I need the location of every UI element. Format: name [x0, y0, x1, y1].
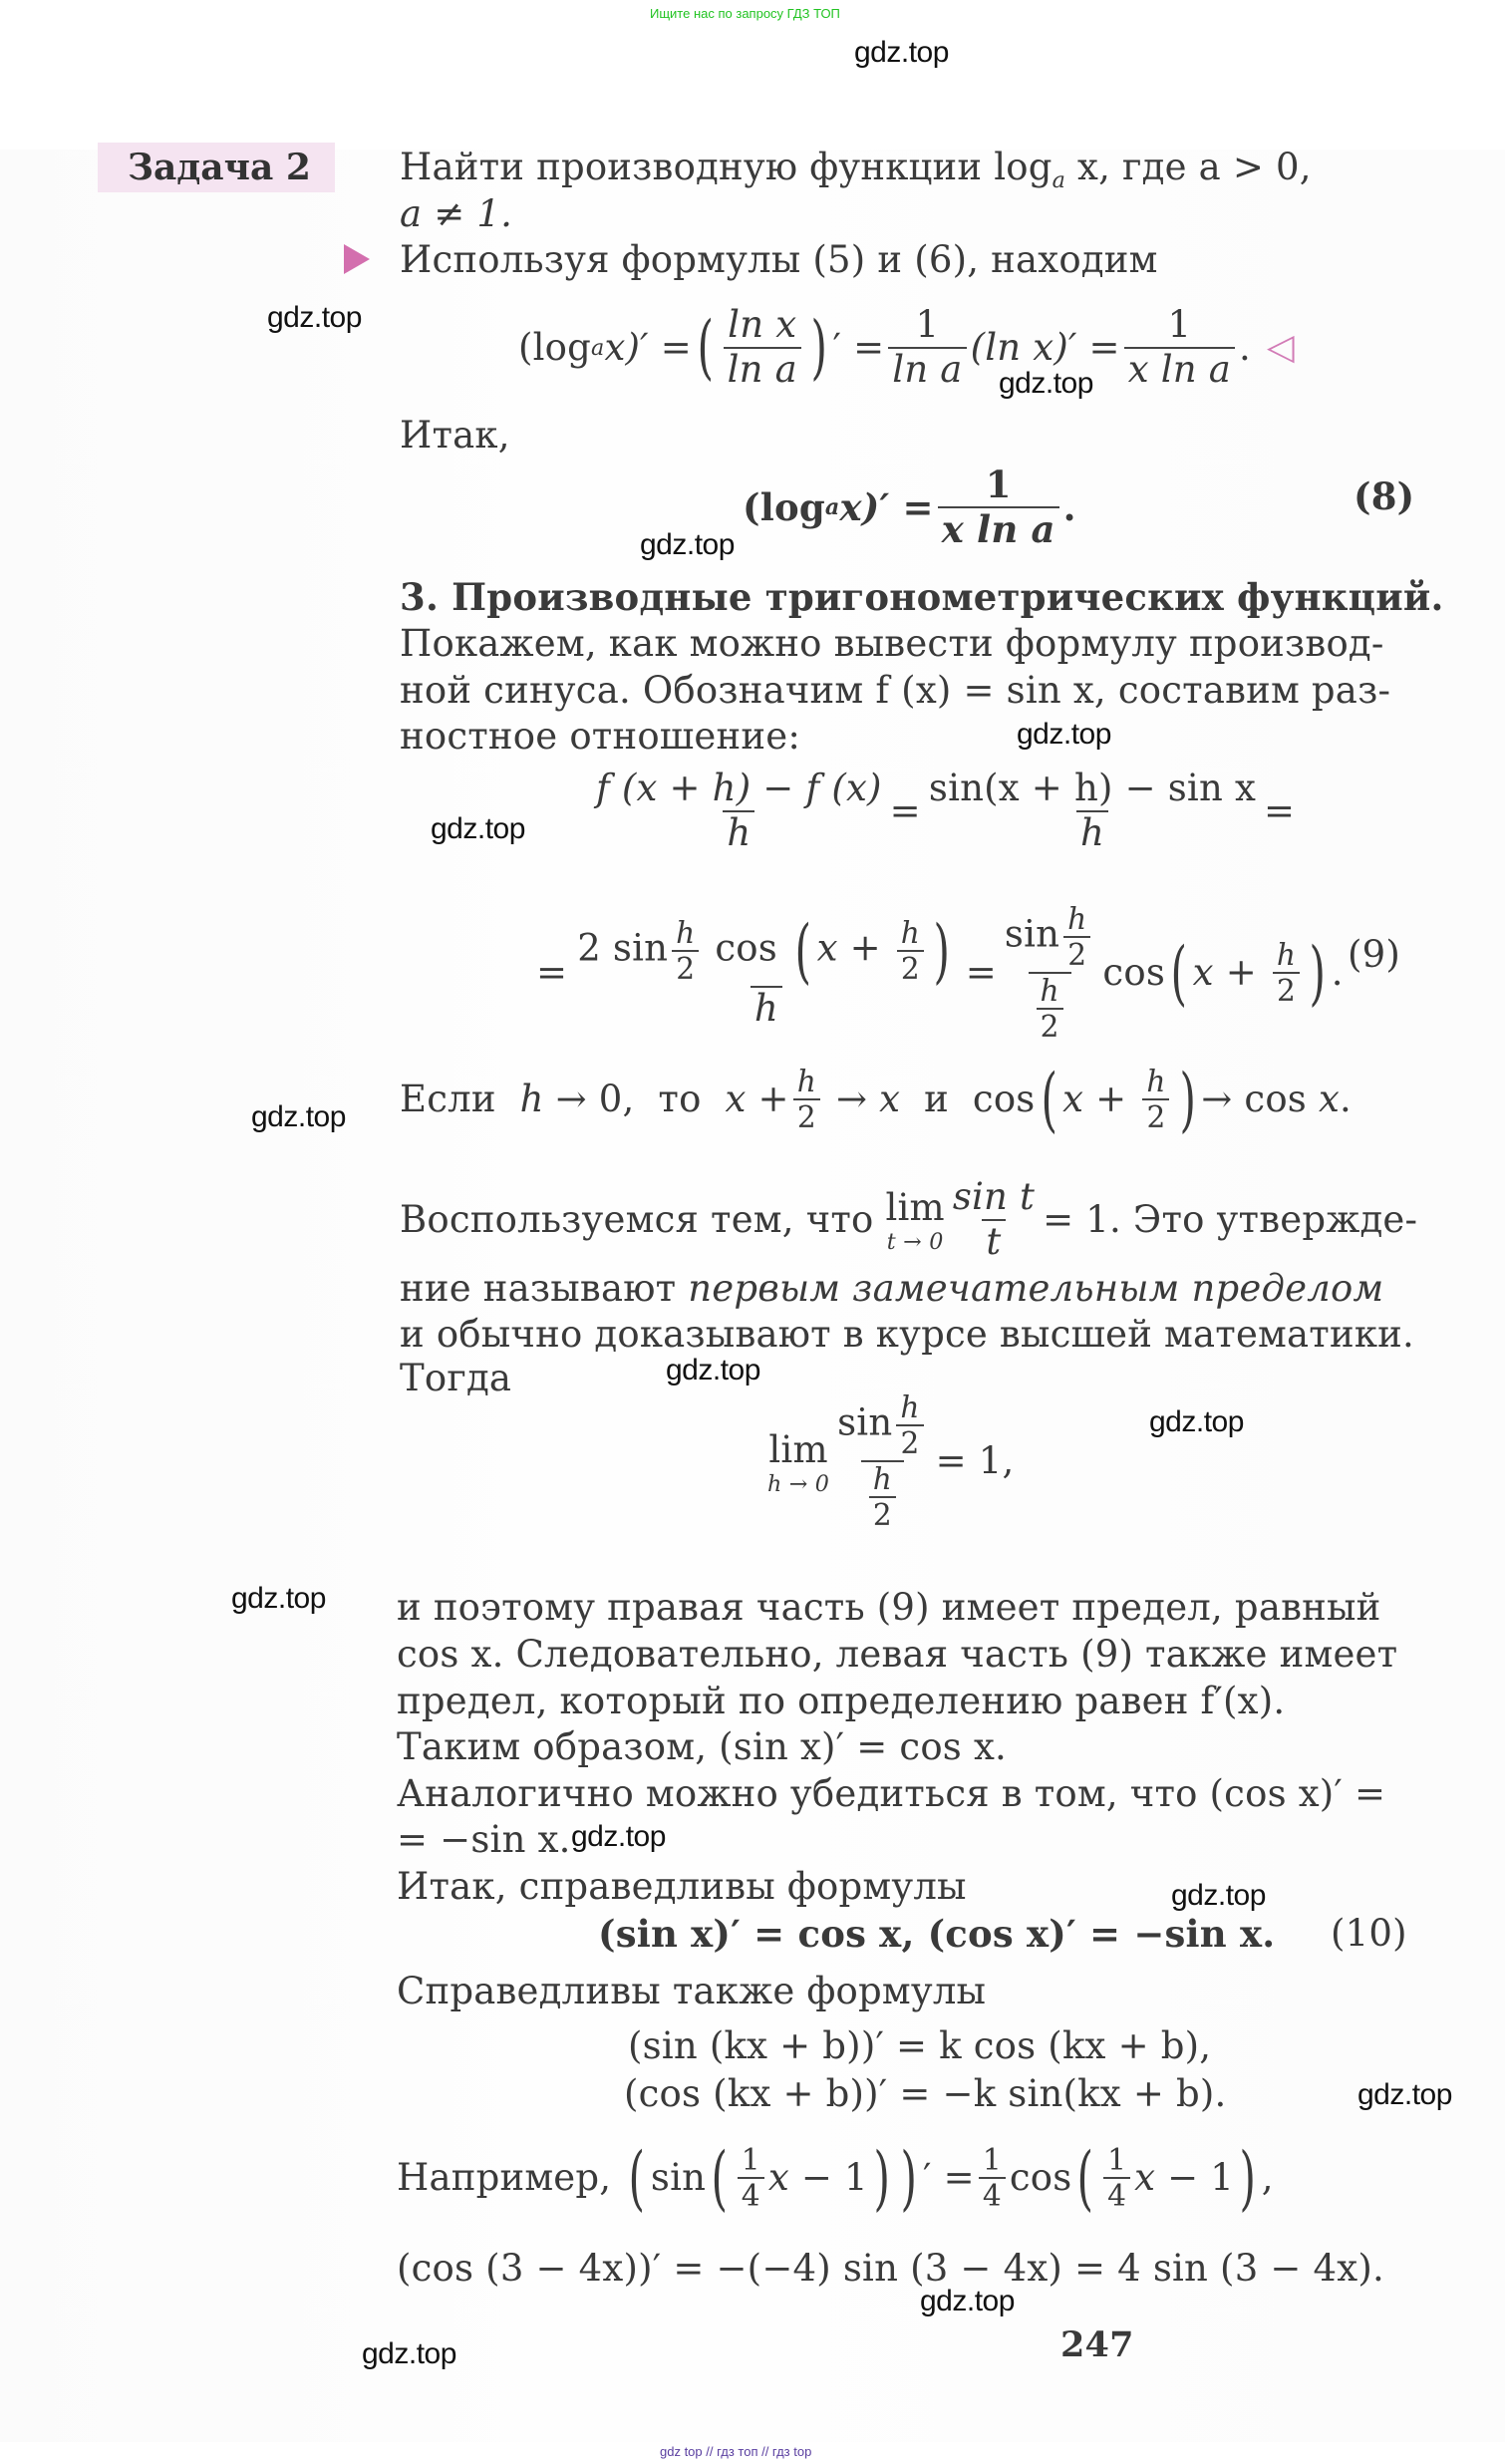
numerator: 1 — [915, 303, 940, 346]
fraction — [888, 304, 966, 391]
task-badge: Задача 2 — [98, 143, 335, 192]
denominator: $\frac{h}{2}$ — [861, 1460, 904, 1532]
watermark: gdz.top — [431, 812, 525, 845]
watermark: gdz.top — [999, 367, 1093, 400]
solution-intro: Используя формулы (5) и (6), находим — [400, 238, 1158, 281]
text: = 1. Это утвержде- — [1043, 1197, 1418, 1241]
paragraph-line: ной синуса. Обозначим f (x) = sin x, составим раз- — [400, 669, 1391, 712]
section-heading: 3. Производные тригонометрических функций. — [400, 575, 1444, 619]
conclusion-label: Итак, — [400, 414, 510, 457]
fraction — [938, 463, 1059, 550]
paragraph-line: Справедливы также формулы — [397, 1970, 987, 2012]
denominator: $\frac{h}{2}$ — [1029, 972, 1071, 1044]
fraction — [949, 1176, 1039, 1263]
formula-part: (ln x)′ = — [970, 325, 1120, 369]
paragraph-line: Таким образом, (sin x)′ = cos x. — [397, 1725, 1007, 1768]
formula-part: (log — [518, 325, 592, 369]
fraction — [1001, 902, 1099, 1044]
numerator: 1 — [985, 462, 1012, 506]
first-remarkable-limit-line — [400, 1176, 1417, 1263]
watermark: gdz.top — [1171, 1879, 1266, 1912]
numerator: sin $\frac{h}{2}$ — [1001, 902, 1099, 972]
formula-8: (log a x)′ = $\frac{1}{\text{x ln a}}$ . — [743, 462, 1076, 551]
denominator: ln a — [724, 347, 801, 392]
watermark: gdz.top — [920, 2285, 1015, 2317]
numerator: sin(x + h) − sin x — [928, 767, 1257, 809]
watermark: gdz.top — [1017, 718, 1111, 751]
task-statement-line2: a ≠ 1. — [400, 192, 513, 235]
paragraph-line — [400, 1266, 1383, 1312]
numerator: f (x + h) − f (x) — [596, 767, 882, 809]
italic-term: первым замечательным пределом — [688, 1267, 1384, 1310]
watermark: gdz.top — [362, 2337, 456, 2370]
log-base: a — [1052, 166, 1066, 193]
formula-sub: a — [591, 334, 605, 361]
formula-part: x)′ = — [604, 325, 692, 369]
example-label: Например, — [397, 2156, 612, 2200]
numerator: sin $\frac{h}{2}$ — [833, 1390, 932, 1460]
numerator: sin t — [952, 1175, 1036, 1218]
fraction — [724, 304, 801, 391]
formula-10: (sin x)′ = cos x, (cos x)′ = −sin x. — [598, 1912, 1276, 1956]
formula-part: x)′ = — [839, 484, 934, 529]
numerator: 1 — [1167, 303, 1192, 346]
difference-quotient-row1: $\frac{f (x + h) - f (x)}{h}$ = $\frac{\text{sin(x + h) − sin x}}{h}$ = — [588, 768, 1295, 854]
watermark: gdz.top — [640, 528, 735, 561]
difference-quotient-row2: = 2 sin $\frac{h}{2}$ cos ( x + $\frac{h}{2}$ ) h = sin $\frac{h}{2}$ $\frac{h}{2}$ cos ( x + $\frac{h}{2}$ ) . — [536, 902, 1344, 1045]
watermark: gdz.top — [1149, 1405, 1244, 1438]
lim-subscript: t → 0 — [886, 1229, 944, 1256]
watermark: gdz.top — [267, 301, 362, 334]
watermark: gdz.top — [666, 1354, 760, 1386]
footer-links[interactable]: gdz top // гдз топ // гдз top — [660, 2444, 812, 2459]
limit-operator — [885, 1185, 945, 1256]
log-derivative-formula: (log a x)′ = ( $\frac{\text{ln x}}{\text{ln a}}$ ) ′ = $\frac{1}{\text{ln a}}$ (ln x)′ = $\frac{1}{\text{x ln a}}$ . ◁ — [518, 303, 1295, 391]
paragraph-line: и обычно доказывают в курсе высшей математики. — [400, 1313, 1414, 1356]
watermark: gdz.top — [854, 36, 949, 69]
paragraph-line: ностное отношение: — [400, 715, 800, 758]
paragraph-line: = −sin x. — [397, 1818, 571, 1861]
lim-word: lim — [768, 1427, 828, 1471]
example-2: (cos (3 − 4x))′ = −(−4) sin (3 − 4x) = 4 sin (3 − 4x). — [397, 2247, 1384, 2290]
solution-start-icon — [344, 244, 370, 274]
paragraph-line: Покажем, как можно вывести формулу производ- — [400, 622, 1384, 665]
limit-operator — [767, 1427, 829, 1495]
paragraph-line: cos x. Следовательно, левая часть (9) также имеет — [397, 1633, 1398, 1676]
kx-formula-cos: (cos (kx + b))′ = −k sin(kx + b). — [624, 2072, 1227, 2115]
numerator: 2 sin $\frac{h}{2}$ cos ( x + $\frac{h}{2}$ ) — [577, 909, 951, 992]
limit-statement: Если h → 0, то x + $\frac{h}{2}$ → x и cos ( x + $\frac{h}{2}$ ) → cos x. — [400, 1059, 1353, 1140]
fraction — [925, 768, 1260, 854]
statement-text: Найти производную функции log — [400, 146, 1053, 188]
equation-tag-10: (10) — [1331, 1912, 1407, 1955]
equation-tag-8: (8) — [1354, 474, 1415, 518]
text: Воспользуемся тем, что — [400, 1197, 874, 1241]
statement-text-end: x, где a > 0, — [1065, 146, 1312, 188]
paren-open: ( — [697, 306, 715, 389]
paragraph-line: Аналогично можно убедиться в том, что (cos x)′ = — [397, 1772, 1386, 1815]
numerator: ln x — [728, 303, 797, 346]
denominator: h — [751, 986, 782, 1031]
watermark: gdz.top — [231, 1582, 326, 1615]
formula-part: (log — [743, 484, 825, 529]
search-hint: Ищите нас по запросу ГДЗ ТОП — [650, 6, 840, 21]
fraction — [573, 909, 959, 1031]
fraction — [1124, 304, 1235, 391]
denominator: t — [982, 1219, 1005, 1264]
text: = 1, — [935, 1439, 1015, 1483]
lim-word: lim — [885, 1186, 945, 1230]
paren-close: ) — [810, 306, 827, 389]
kx-formula-sin: (sin (kx + b))′ = k cos (kx + b), — [628, 2024, 1212, 2067]
equation-tag-9: (9) — [1348, 933, 1401, 976]
formula-sub: a — [824, 493, 840, 520]
denominator: ln a — [888, 347, 966, 392]
paragraph-line: и поэтому правая часть (9) имеет предел, равный — [397, 1586, 1381, 1629]
paragraph-line: Итак, справедливы формулы — [397, 1865, 967, 1908]
watermark: gdz.top — [1357, 2078, 1452, 2111]
denominator: h — [1076, 810, 1108, 855]
watermark: gdz.top — [571, 1820, 666, 1853]
limit-formula — [767, 1390, 1015, 1532]
fraction — [592, 768, 886, 854]
paragraph-line: Тогда — [400, 1357, 512, 1399]
task-statement-line1 — [400, 145, 1312, 203]
fraction — [833, 1390, 932, 1532]
watermark: gdz.top — [251, 1100, 346, 1133]
denominator: x ln a — [1124, 347, 1235, 392]
text: ние называют — [400, 1267, 689, 1310]
example-1: Например, ( sin ( $\frac{1}{4}$ x − 1 ) ) ′ = $\frac{1}{4}$ cos ( $\frac{1}{4}$ x − 1 ) , — [397, 2137, 1274, 2219]
page-number: 247 — [1060, 2324, 1134, 2365]
lim-subscript: h → 0 — [767, 1470, 830, 1497]
denominator: h — [723, 810, 754, 855]
solution-end-icon: ◁ — [1267, 326, 1295, 368]
denominator: x ln a — [938, 506, 1059, 551]
paragraph-line: предел, который по определению равен f′(x). — [397, 1680, 1286, 1722]
